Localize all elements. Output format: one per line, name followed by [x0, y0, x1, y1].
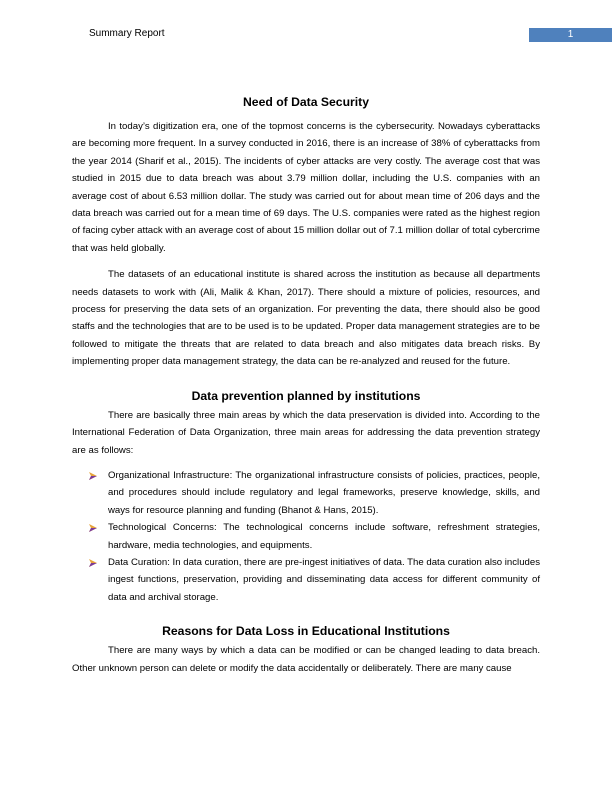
- arrow-bullet-icon: [88, 557, 98, 567]
- section-heading-data-loss: Reasons for Data Loss in Educational Institutions: [162, 624, 450, 639]
- paragraph: There are many ways by which a data can be modified or can be changed leading to data breach. Other unknown person can delete or modify the data accidentally or deliberately. There are many cause: [72, 645, 540, 674]
- list-item-text: Technological Concerns: The technological concerns include software, refreshment strategies, hardware, media technologies, and equipments.: [108, 522, 540, 551]
- list-item: [72, 467, 540, 519]
- page-number: 1: [567, 29, 574, 40]
- section-heading-data-prevention: Data prevention planned by institutions: [191, 388, 421, 403]
- paragraph: The datasets of an educational institute is shared across the institution as because all departments needs datasets to work with (Ali, Malik & Khan, 2017). There should a mixture of policies, resources, and process for preserving the data sets of an organization. For preventing the data, there should also be good staffs and the technologies that are to be used is to be updated. Proper data management strategies are to be followed to mitigate the threats that are related to data breach and also mitigates data breach risks. By implementing proper data management strategy, the data can be re-analyzed and reused for the future.: [72, 269, 540, 368]
- header-title: Summary Report: [89, 28, 165, 39]
- bullet-list: [72, 467, 540, 606]
- section-heading-data-security: Need of Data Security: [243, 95, 369, 109]
- list-item-text: Organizational Infrastructure: The organizational infrastructure consists of policies, practices, people, and procedures should include regulatory and legal frameworks, preserve knowledge, skills, and ways for resource planning and funding (Bhanot & Hans, 2015).: [108, 469, 540, 516]
- arrow-bullet-icon: [88, 470, 98, 480]
- list-item-text: Data Curation: In data curation, there are pre-ingest initiatives of data. The data curation also includes ingest functions, preservation, providing and disseminating data access for different community of data and archival storage.: [108, 556, 540, 603]
- page-number-badge: [529, 28, 612, 42]
- list-item: [72, 519, 540, 554]
- paragraph: There are basically three main areas by which the data preservation is divided into. According to the International Federation of Data Organization, three main areas for addressing the data prevention strategy are as follows:: [72, 409, 540, 456]
- paragraph: In today’s digitization era, one of the topmost concerns is the cybersecurity. Nowadays cyberattacks are becoming more frequent. In a survey conducted in 2016, there is an increase of 38% of cyberattacks from the year 2014 (Sharif et al., 2015). The incidents of cyber attacks are very costly. The average cost that was studied in 2015 due to data breach was about 3.79 million dollar, including the U.S. companies with an average cost of about 6.53 million dollar. The study was carried out for about mean time of 206 days and the data breach was carried out for a mean time of 69 days. The U.S. companies were rated as the highest region of facing cyber attack with an average cost of about 15 million dollar out of 7.1 million dollar of total cybercrime that was held globally.: [72, 121, 540, 254]
- arrow-bullet-icon: [88, 522, 98, 532]
- document-body: [72, 94, 540, 677]
- list-item: [72, 554, 540, 606]
